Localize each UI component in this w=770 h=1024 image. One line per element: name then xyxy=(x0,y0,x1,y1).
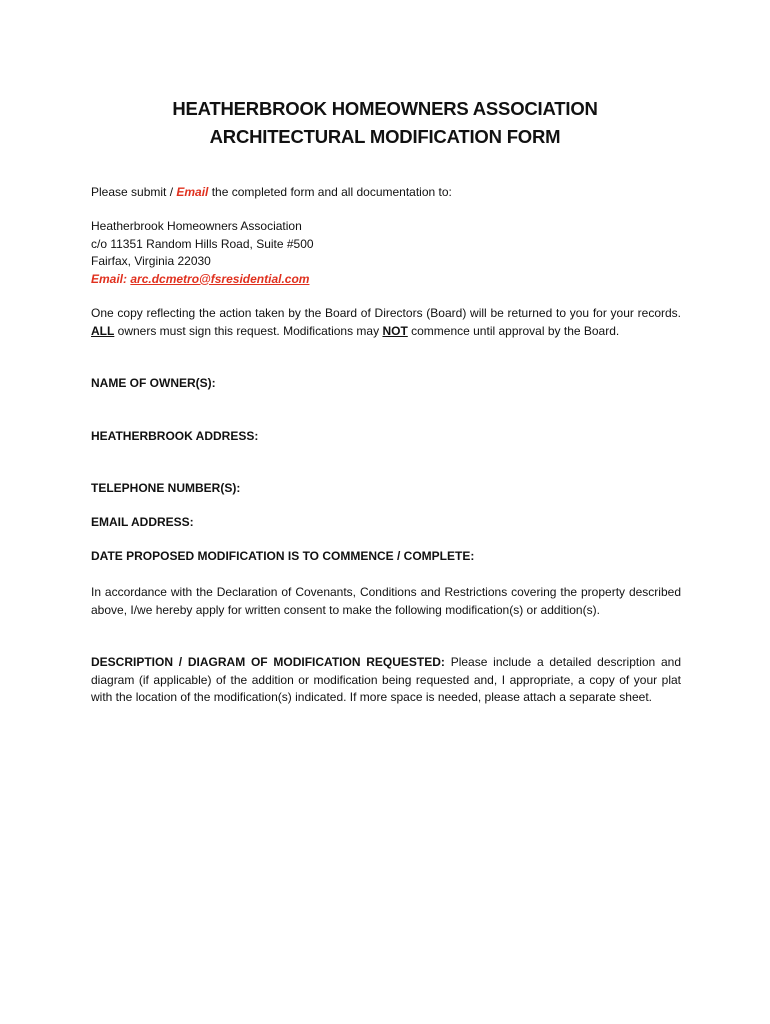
notice-not: NOT xyxy=(382,323,408,338)
submit-prefix: Please submit / xyxy=(91,185,177,199)
notice-part-2: owners must sign this request. Modifications may xyxy=(114,323,383,338)
description-label: DESCRIPTION / DIAGRAM OF MODIFICATION REQUESTED: xyxy=(91,655,445,669)
owner-name-label: NAME OF OWNER(S): xyxy=(91,376,216,390)
description-paragraph xyxy=(91,654,681,707)
submit-instructions xyxy=(91,184,681,202)
mailing-address xyxy=(91,218,681,288)
street-address: c/o 11351 Random Hills Road, Suite #500 xyxy=(91,236,314,251)
email-label: Email: xyxy=(91,271,131,286)
accordance-paragraph: In accordance with the Declaration of Covenants, Conditions and Restrictions covering the property described above, I/we hereby apply for written consent to make the following modification(s) or addition(s). xyxy=(91,585,681,617)
telephone-label: TELEPHONE NUMBER(S): xyxy=(91,481,241,495)
notice-part-3: commence until approval by the Board. xyxy=(407,323,620,338)
email-link[interactable]: arc.dcmetro@fsresidential.com xyxy=(130,271,310,286)
email-line xyxy=(91,271,681,289)
notice-part-1: One copy reflecting the action taken by the Board of Directors (Board) will be returned to you for your records. xyxy=(91,306,681,320)
heatherbrook-address-label: HEATHERBROOK ADDRESS: xyxy=(91,429,259,443)
notice-paragraph xyxy=(91,305,681,340)
association-name: Heatherbrook Homeowners Association xyxy=(91,219,302,233)
submit-email-word: Email xyxy=(176,185,209,199)
notice-all: ALL xyxy=(91,323,115,338)
email-address-label: EMAIL ADDRESS: xyxy=(91,515,194,529)
description-text: Please include a detailed description and diagram (if applicable) of the addition or modification being requested and, I appropriate, a copy of your plat with the location of the modification(s) indicated. If more space is needed, please attach a separate sheet. xyxy=(91,655,682,704)
form-title-line-1: HEATHERBROOK HOMEOWNERS ASSOCIATION xyxy=(172,98,598,119)
submit-suffix: the completed form and all documentation to: xyxy=(208,185,452,199)
city-state-zip: Fairfax, Virginia 22030 xyxy=(91,254,211,268)
form-title-line-2: ARCHITECTURAL MODIFICATION FORM xyxy=(209,126,561,147)
date-proposed-label: DATE PROPOSED MODIFICATION IS TO COMMENCE / COMPLETE: xyxy=(91,549,475,563)
